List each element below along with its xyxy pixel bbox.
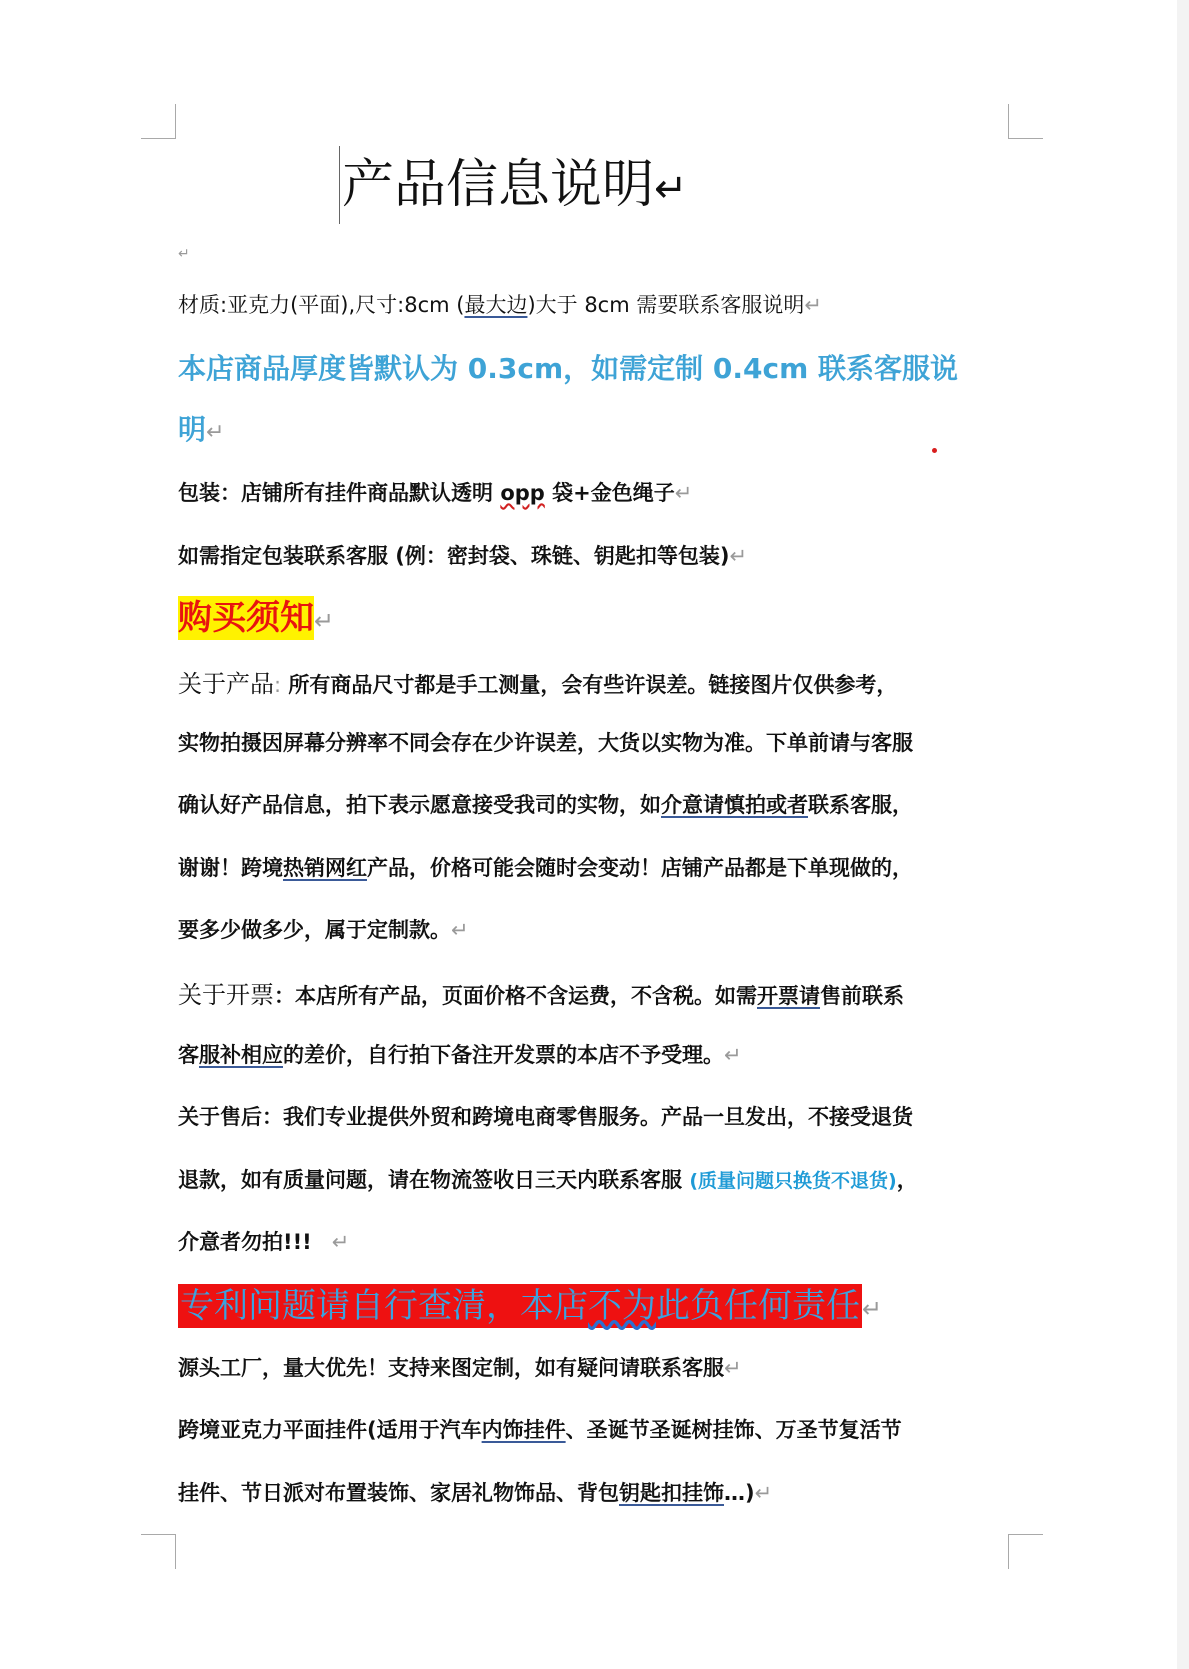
page-title: 产品信息说明 — [342, 155, 655, 215]
about-invoice-underlined-1: 开票请 — [757, 984, 820, 1008]
paragraph-mark: ↵ — [178, 246, 190, 262]
margin-corner-top-left — [141, 104, 176, 139]
about-product-colon: : — [274, 673, 282, 697]
patent-notice-suffix: 此负任何责任 — [656, 1286, 860, 1326]
after-sales-text-3: 介意者勿拍!!! — [178, 1230, 312, 1254]
about-product-text-4: 谢谢！跨境 — [178, 856, 283, 880]
packaging-text: 包装：店铺所有挂件商品默认透明 — [178, 481, 501, 505]
after-sales-text-2: 退款，如有质量问题，请在物流签收日三天内联系客服 — [178, 1168, 690, 1192]
empty-paragraph[interactable] — [178, 246, 190, 262]
title-block[interactable] — [339, 146, 688, 224]
packaging-wavy: opp — [500, 481, 545, 505]
thickness-text-1: 本店商品厚度皆默认为 0.3cm，如需定制 0.4cm 联系客服说 — [178, 352, 958, 385]
about-invoice-suffix-1: 售前联系 — [820, 984, 904, 1008]
usage-underlined-1: 内饰挂件 — [481, 1418, 566, 1442]
about-product-suffix-3: 联系客服， — [808, 793, 913, 817]
workspace-edge — [1177, 0, 1189, 1669]
usage-line-1[interactable] — [178, 1414, 902, 1444]
patent-notice-line[interactable] — [178, 1278, 882, 1327]
about-product-suffix-4: 产品，价格可能会随时会变动！店铺产品都是下单现做的， — [367, 856, 913, 880]
paragraph-mark: ↵ — [331, 1230, 350, 1254]
about-product-line-1[interactable] — [178, 664, 897, 699]
paragraph-mark: ↵ — [724, 1356, 742, 1380]
about-product-label: 关于产品 — [178, 670, 274, 698]
factory-text: 源头工厂，量大优先！支持来图定制，如有疑问请联系客服 — [178, 1356, 724, 1380]
about-product-underlined-3: 介意请慎拍或者 — [661, 793, 808, 817]
material-underlined: 最大边 — [464, 293, 528, 317]
about-product-line-3[interactable] — [178, 789, 913, 819]
about-invoice-underlined-2: 服补相应 — [199, 1043, 283, 1067]
factory-line[interactable] — [178, 1352, 742, 1382]
usage-suffix-1: 、圣诞节圣诞树挂饰、万圣节复活节 — [565, 1418, 902, 1442]
about-invoice-line-1[interactable] — [178, 975, 904, 1010]
margin-corner-bottom-right — [1008, 1534, 1043, 1569]
packaging-suffix: 袋+金色绳子 — [544, 481, 675, 505]
about-invoice-line-2[interactable] — [178, 1039, 742, 1069]
about-product-line-5[interactable] — [178, 914, 469, 944]
packaging-line[interactable] — [178, 477, 692, 507]
usage-text-2: 挂件、节日派对布置装饰、家居礼物饰品、背包 — [178, 1481, 619, 1505]
packaging-custom-line[interactable] — [178, 540, 747, 570]
about-product-text-2: 实物拍摄因屏幕分辨率不同会存在少许误差，大货以实物为准。下单前请与客服 — [178, 731, 913, 755]
material-suffix: )大于 8cm 需要联系客服说明 — [527, 293, 805, 317]
about-product-text-5: 要多少做多少，属于定制款。 — [178, 918, 451, 942]
paragraph-mark: ↵ — [654, 166, 688, 212]
paragraph-mark: ↵ — [724, 1043, 742, 1067]
paragraph-mark: ↵ — [314, 607, 335, 635]
patent-notice-text: 专利问题请自行查清，本店 — [180, 1286, 588, 1326]
patent-notice-wavy: 不为 — [588, 1286, 656, 1326]
material-line[interactable] — [178, 289, 822, 319]
about-invoice-label: 关于开票 — [178, 981, 274, 1009]
usage-suffix-2: …) — [724, 1481, 755, 1505]
about-invoice-suffix-2: 的差价，自行拍下备注开发票的本店不予受理。 — [283, 1043, 724, 1067]
usage-line-2[interactable] — [178, 1477, 772, 1507]
paragraph-mark: ↵ — [674, 481, 693, 505]
patent-notice-highlight — [178, 1284, 862, 1328]
after-sales-highlight: (质量问题只换货不退货) — [689, 1170, 897, 1192]
usage-text-1: 跨境亚克力平面挂件(适用于汽车 — [178, 1418, 482, 1442]
paragraph-mark: ↵ — [804, 293, 822, 317]
packaging-custom-text: 如需指定包装联系客服 (例：密封袋、珠链、钥匙扣等包装) — [178, 544, 730, 568]
after-sales-line-3[interactable] — [178, 1226, 349, 1256]
purchase-notice-heading: 购买须知 — [178, 598, 314, 638]
usage-underlined-2: 钥匙扣挂饰 — [619, 1481, 724, 1505]
about-product-underlined-4: 热销网红 — [283, 856, 367, 880]
margin-corner-top-right — [1008, 104, 1043, 139]
about-product-text-3: 确认好产品信息，拍下表示愿意接受我司的实物，如 — [178, 793, 661, 817]
about-invoice-text-1: ：本店所有产品，页面价格不含运费，不含税。如需 — [274, 984, 757, 1008]
after-sales-line-1[interactable] — [178, 1101, 913, 1131]
thickness-line-1[interactable] — [178, 347, 958, 387]
red-dot-marker — [932, 448, 937, 453]
paragraph-mark: ↵ — [862, 1295, 883, 1323]
paragraph-mark: ↵ — [729, 544, 748, 568]
paragraph-mark: ↵ — [754, 1481, 773, 1505]
after-sales-text-1: 关于售后：我们专业提供外贸和跨境电商零售服务。产品一旦发出，不接受退货 — [178, 1105, 913, 1129]
about-invoice-text-2: 客 — [178, 1043, 199, 1067]
thickness-text-2: 明 — [178, 413, 207, 446]
thickness-line-2[interactable] — [178, 408, 224, 448]
material-text: 材质:亚克力(平面),尺寸:8cm ( — [178, 293, 465, 317]
after-sales-suffix-2: ， — [896, 1168, 918, 1192]
about-product-line-2[interactable] — [178, 727, 913, 757]
about-product-line-4[interactable] — [178, 852, 913, 882]
paragraph-mark: ↵ — [206, 420, 225, 445]
purchase-notice-line[interactable] — [178, 590, 334, 639]
paragraph-mark: ↵ — [451, 918, 469, 942]
after-sales-line-2[interactable] — [178, 1164, 918, 1194]
margin-corner-bottom-left — [141, 1534, 176, 1569]
about-product-text-1: 所有商品尺寸都是手工测量，会有些许误差。链接图片仅供参考， — [281, 673, 898, 697]
